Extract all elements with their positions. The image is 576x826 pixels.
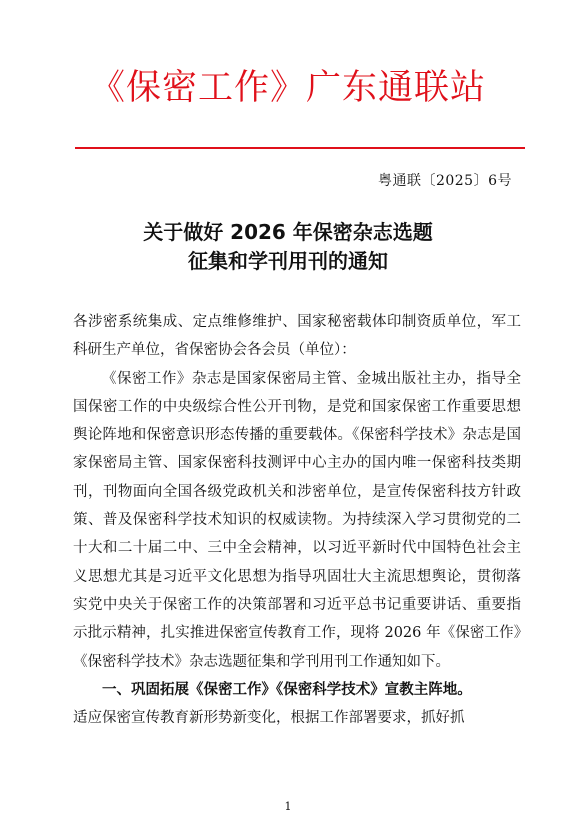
section-text: 适应保密宣传教育新形势新变化，根据工作部署要求，抓好抓 [73, 710, 465, 727]
document-number: 粤通联〔2025〕6号 [377, 173, 512, 189]
title-line-2: 征集和学刊用刊的通知 [188, 249, 388, 273]
document-title [0, 218, 576, 276]
document-body [73, 308, 521, 732]
section-heading: 一、巩固拓展《保密工作》《保密科学技术》宣教主阵地。 [102, 681, 472, 698]
page-number: 1 [284, 800, 292, 813]
masthead-title: 《保密工作》广东通联站 [89, 68, 486, 108]
salutation: 各涉密系统集成、定点维修维护、国家秘密载体印制资质单位，军工科研生产单位，省保密协会各会员（单位）： [73, 314, 521, 359]
body-paragraph: 《保密工作》杂志是国家保密局主管、金城出版社主办，指导全国保密工作的中央级综合性公开刊物，是党和国家保密工作重要思想舆论阵地和保密意识形态传播的重要载体。《保密科学技术》杂志是国家保密局主管、国家保密科技测评中心主办的国内唯一保密科技类期刊，刊物面向全国各级党政机关和涉密单位，是宣传保密科技方针政策、普及保密科学技术知识的权威读物。为持续深入学习贯彻党的二十大和二十届二中、三中全会精神，以习近平新时代中国特色社会主义思想尤其是习近平文化思想为指导巩固壮大主流思想舆论，贯彻落实党中央关于保密工作的决策部署和习近平总书记重要讲话、重要指示批示精神，扎实推进保密宣传教育工作，现将 2026 年《保密工作》《保密科学技术》杂志选题征集和学刊用刊工作通知如下。 [73, 370, 521, 670]
title-line-1: 关于做好 2026 年保密杂志选题 [143, 220, 433, 244]
red-divider-line [75, 147, 525, 149]
